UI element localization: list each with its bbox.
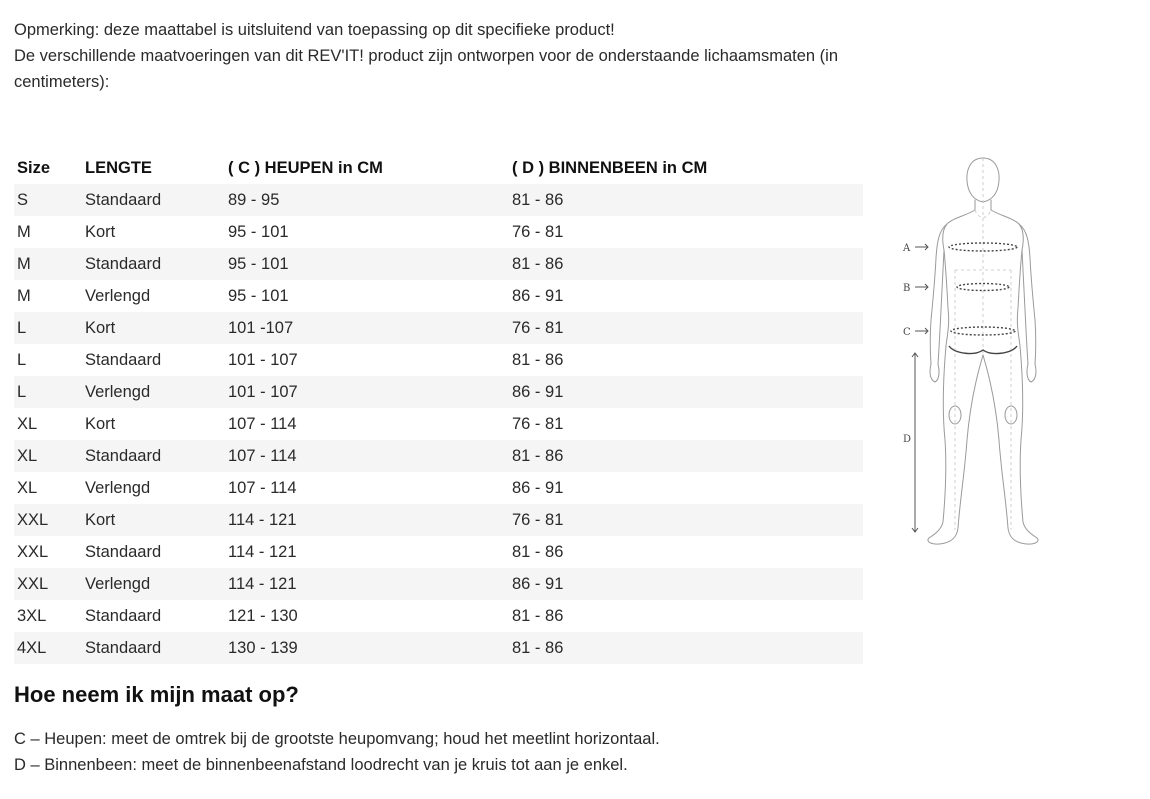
- cell-size: XL: [14, 472, 82, 504]
- cell-inseam: 76 - 81: [509, 312, 863, 344]
- intro-description: De verschillende maatvoeringen van dit REV'IT! product zijn ontworpen voor de onderstaande lichaamsmaten (in centimeters):: [14, 47, 839, 91]
- cell-hips: 114 - 121: [225, 504, 509, 536]
- cell-inseam: 86 - 91: [509, 568, 863, 600]
- size-table-body: [14, 184, 863, 664]
- table-row: [14, 632, 863, 664]
- cell-inseam: 81 - 86: [509, 248, 863, 280]
- cell-length: Standaard: [82, 184, 225, 216]
- cell-hips: 95 - 101: [225, 216, 509, 248]
- cell-size: XL: [14, 408, 82, 440]
- cell-length: Verlengd: [82, 472, 225, 504]
- cell-length: Standaard: [82, 344, 225, 376]
- cell-size: L: [14, 312, 82, 344]
- cell-length: Standaard: [82, 600, 225, 632]
- cell-length: Verlengd: [82, 376, 225, 408]
- label-b: B: [903, 283, 911, 294]
- table-row: [14, 536, 863, 568]
- cell-hips: 89 - 95: [225, 184, 509, 216]
- table-row: [14, 312, 863, 344]
- cell-hips: 114 - 121: [225, 536, 509, 568]
- table-row: [14, 184, 863, 216]
- howto-hips: C – Heupen: meet de omtrek bij de grootste heupomvang; houd het meetlint horizontaal.: [14, 730, 660, 748]
- cell-inseam: 81 - 86: [509, 440, 863, 472]
- cell-inseam: 86 - 91: [509, 376, 863, 408]
- table-row: [14, 568, 863, 600]
- label-arrows: [912, 244, 928, 532]
- cell-length: Kort: [82, 408, 225, 440]
- cell-hips: 101 - 107: [225, 344, 509, 376]
- cell-inseam: 81 - 86: [509, 184, 863, 216]
- cell-hips: 95 - 101: [225, 248, 509, 280]
- table-row: [14, 344, 863, 376]
- cell-size: L: [14, 376, 82, 408]
- cell-hips: 107 - 114: [225, 472, 509, 504]
- cell-hips: 130 - 139: [225, 632, 509, 664]
- cell-length: Standaard: [82, 632, 225, 664]
- cell-size: XXL: [14, 504, 82, 536]
- label-c: C: [903, 327, 911, 338]
- header-inseam: ( D ) BINNENBEEN in CM: [512, 158, 708, 177]
- cell-length: Kort: [82, 504, 225, 536]
- cell-size: M: [14, 248, 82, 280]
- table-row: [14, 248, 863, 280]
- cell-length: Standaard: [82, 536, 225, 568]
- cell-inseam: 81 - 86: [509, 344, 863, 376]
- cell-hips: 121 - 130: [225, 600, 509, 632]
- cell-hips: 95 - 101: [225, 280, 509, 312]
- size-table: [14, 152, 863, 664]
- figure-labels: [902, 243, 911, 445]
- cell-length: Standaard: [82, 440, 225, 472]
- howto-instructions: [14, 726, 914, 778]
- cell-hips: 107 - 114: [225, 408, 509, 440]
- intro-note: Opmerking: deze maattabel is uitsluitend van toepassing op dit specifieke product!: [14, 21, 615, 39]
- cell-hips: 101 -107: [225, 312, 509, 344]
- header-hips: ( C ) HEUPEN in CM: [228, 158, 383, 177]
- cell-inseam: 81 - 86: [509, 632, 863, 664]
- table-row: [14, 472, 863, 504]
- cell-inseam: 76 - 81: [509, 504, 863, 536]
- table-row: [14, 280, 863, 312]
- label-d: D: [903, 434, 912, 445]
- cell-inseam: 76 - 81: [509, 408, 863, 440]
- cell-hips: 107 - 114: [225, 440, 509, 472]
- table-header-row: [14, 152, 863, 184]
- table-row: [14, 440, 863, 472]
- cell-size: XL: [14, 440, 82, 472]
- cell-inseam: 81 - 86: [509, 536, 863, 568]
- cell-size: L: [14, 344, 82, 376]
- header-length: LENGTE: [85, 158, 152, 177]
- cell-length: Standaard: [82, 248, 225, 280]
- cell-inseam: 81 - 86: [509, 600, 863, 632]
- cell-size: S: [14, 184, 82, 216]
- intro-text: [14, 17, 874, 95]
- cell-inseam: 86 - 91: [509, 280, 863, 312]
- cell-length: Kort: [82, 216, 225, 248]
- cell-size: 4XL: [14, 632, 82, 664]
- cell-length: Verlengd: [82, 568, 225, 600]
- table-row: [14, 504, 863, 536]
- table-row: [14, 216, 863, 248]
- cell-hips: 101 - 107: [225, 376, 509, 408]
- cell-size: XXL: [14, 536, 82, 568]
- cell-inseam: 76 - 81: [509, 216, 863, 248]
- howto-inseam: D – Binnenbeen: meet de binnenbeenafstand loodrecht van je kruis tot aan je enkel.: [14, 756, 628, 774]
- cell-size: 3XL: [14, 600, 82, 632]
- header-size: Size: [17, 158, 51, 177]
- cell-size: M: [14, 216, 82, 248]
- cell-length: Verlengd: [82, 280, 225, 312]
- cell-hips: 114 - 121: [225, 568, 509, 600]
- label-a: A: [903, 243, 911, 254]
- table-row: [14, 376, 863, 408]
- table-row: [14, 408, 863, 440]
- body-measurement-figure-icon: [895, 150, 1055, 555]
- table-row: [14, 600, 863, 632]
- cell-size: M: [14, 280, 82, 312]
- cell-inseam: 86 - 91: [509, 472, 863, 504]
- howto-title: Hoe neem ik mijn maat op?: [14, 682, 299, 707]
- cell-length: Kort: [82, 312, 225, 344]
- cell-size: XXL: [14, 568, 82, 600]
